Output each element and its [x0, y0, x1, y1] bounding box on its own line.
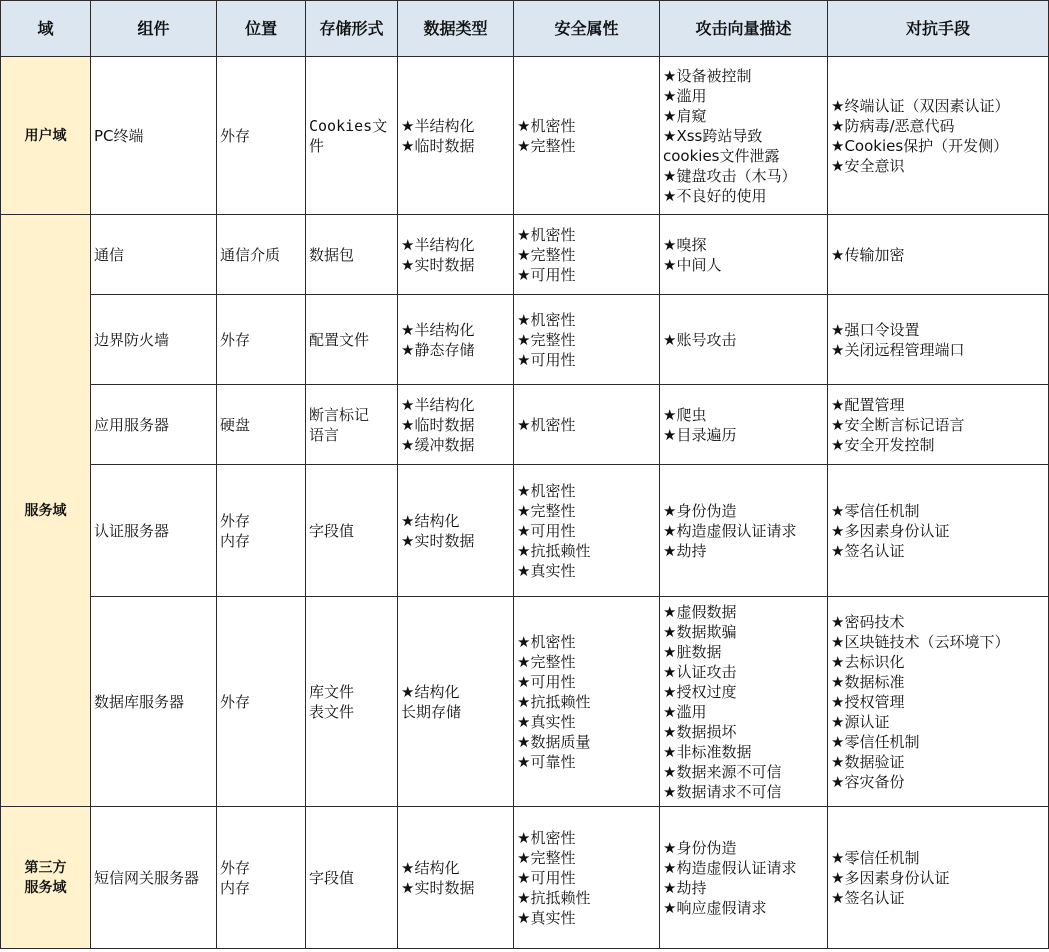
- cell-line: 外存: [220, 330, 251, 349]
- cell-line: ★机密性: [517, 310, 576, 329]
- component-cell: 通信: [91, 215, 217, 295]
- cell-line: ★身份伪造: [663, 838, 737, 857]
- cell-line: ★密码技术: [831, 612, 905, 631]
- data-type-cell: [398, 57, 514, 215]
- location-cell: [217, 385, 306, 465]
- cell-line: ★数据验证: [831, 752, 905, 771]
- cell-line: ★安全开发控制: [831, 435, 935, 454]
- cell-line: 外存: [220, 858, 251, 877]
- cell-line: ★签名认证: [831, 541, 905, 560]
- cell-line: ★结构化: [401, 511, 460, 530]
- cell-line: ★Cookies保护（开发侧）: [831, 136, 1009, 155]
- cell-line: ★抗抵赖性: [517, 888, 591, 907]
- storage-cell: [306, 807, 398, 949]
- attack-cell: [660, 597, 828, 807]
- cell-line: ★实时数据: [401, 255, 475, 274]
- cell-line: ★数据标准: [831, 672, 905, 691]
- cell-line: 内存: [220, 878, 251, 897]
- data-type-cell: [398, 385, 514, 465]
- storage-cell: [306, 597, 398, 807]
- security-cell: [514, 597, 660, 807]
- domain-cell: 用户域: [1, 57, 91, 215]
- cell-line: ★授权管理: [831, 692, 905, 711]
- cell-line: ★配置管理: [831, 395, 905, 414]
- cell-line: ★身份伪造: [663, 501, 737, 520]
- cell-line: ★区块链技术（云环境下）: [831, 632, 1010, 651]
- table-row: [1, 597, 1049, 807]
- cell-line: ★机密性: [517, 116, 576, 135]
- cell-line: ★完整性: [517, 245, 576, 264]
- storage-cell: [306, 385, 398, 465]
- domain-cell: 服务域: [1, 215, 91, 807]
- cell-line: ★响应虚假请求: [663, 898, 767, 917]
- cell-line: ★签名认证: [831, 888, 905, 907]
- cell-line: ★机密性: [517, 225, 576, 244]
- cell-line: ★完整性: [517, 848, 576, 867]
- defense-cell: [828, 465, 1049, 597]
- table-row: [1, 807, 1049, 949]
- cell-line: ★完整性: [517, 136, 576, 155]
- cell-line: ★完整性: [517, 652, 576, 671]
- cell-line: ★可靠性: [517, 752, 576, 771]
- cell-line: ★半结构化: [401, 116, 475, 135]
- cell-line: 表文件: [309, 702, 355, 721]
- cell-line: ★中间人: [663, 255, 722, 274]
- cell-line: ★多因素身份认证: [831, 868, 950, 887]
- cell-line: ★数据损坏: [663, 722, 737, 741]
- cell-line: ★缓冲数据: [401, 435, 475, 454]
- storage-cell: [306, 215, 398, 295]
- location-cell: [217, 215, 306, 295]
- table-row: [1, 215, 1049, 295]
- defense-cell: [828, 57, 1049, 215]
- cell-line: ★真实性: [517, 712, 576, 731]
- cell-line: ★实时数据: [401, 878, 475, 897]
- domain-cell: [1, 807, 91, 949]
- cell-line: 字段值: [309, 521, 355, 540]
- location-cell: [217, 807, 306, 949]
- header-component: 组件: [91, 1, 217, 57]
- cell-line: 内存: [220, 531, 251, 550]
- security-cell: [514, 385, 660, 465]
- location-cell: [217, 465, 306, 597]
- cell-line: 第三方: [24, 859, 67, 876]
- attack-cell: [660, 215, 828, 295]
- cell-line: ★目录遍历: [663, 425, 737, 444]
- cell-line: ★滥用: [663, 702, 707, 721]
- attack-cell: [660, 465, 828, 597]
- cell-line: 语言: [309, 425, 340, 444]
- cell-line: cookies文件泄露: [663, 146, 780, 165]
- cell-line: 通信介质: [220, 245, 281, 264]
- cell-line: ★终端认证（双因素认证）: [831, 96, 1010, 115]
- cell-line: ★半结构化: [401, 395, 475, 414]
- cell-line: ★结构化: [401, 858, 460, 877]
- cell-line: ★非标准数据: [663, 742, 752, 761]
- cell-line: ★强口令设置: [831, 320, 920, 339]
- cell-line: ★半结构化: [401, 320, 475, 339]
- cell-line: ★Xss跨站导致: [663, 126, 763, 145]
- attack-cell: [660, 295, 828, 385]
- storage-cell: [306, 295, 398, 385]
- attack-cell: [660, 385, 828, 465]
- cell-line: ★授权过度: [663, 682, 737, 701]
- header-location: 位置: [217, 1, 306, 57]
- cell-line: ★爬虫: [663, 405, 707, 424]
- cell-line: ★账号攻击: [663, 330, 737, 349]
- cell-line: ★嗅探: [663, 235, 707, 254]
- cell-line: 硬盘: [220, 415, 251, 434]
- security-cell: [514, 57, 660, 215]
- cell-line: ★实时数据: [401, 531, 475, 550]
- cell-line: ★脏数据: [663, 642, 722, 661]
- cell-line: 长期存储: [401, 702, 462, 721]
- header-defense: 对抗手段: [828, 1, 1049, 57]
- cell-line: ★数据请求不可信: [663, 782, 782, 801]
- cell-line: ★构造虚假认证请求: [663, 858, 797, 877]
- cell-line: ★安全断言标记语言: [831, 415, 965, 434]
- cell-line: 外存: [220, 126, 251, 145]
- security-cell: [514, 215, 660, 295]
- cell-line: ★不良好的使用: [663, 186, 767, 205]
- table-row: [1, 385, 1049, 465]
- cell-line: 库文件: [309, 682, 355, 701]
- cell-line: ★关闭远程管理端口: [831, 340, 965, 359]
- cell-line: ★容灾备份: [831, 772, 905, 791]
- cell-line: ★零信任机制: [831, 848, 920, 867]
- cell-line: 外存: [220, 511, 251, 530]
- cell-line: Cookies文件: [309, 116, 388, 155]
- data-type-cell: [398, 465, 514, 597]
- component-cell: 边界防火墙: [91, 295, 217, 385]
- security-cell: [514, 807, 660, 949]
- cell-line: 服务域: [24, 879, 67, 896]
- cell-line: ★抗抵赖性: [517, 692, 591, 711]
- cell-line: ★零信任机制: [831, 501, 920, 520]
- cell-line: ★机密性: [517, 828, 576, 847]
- component-cell: 认证服务器: [91, 465, 217, 597]
- cell-line: ★多因素身份认证: [831, 521, 950, 540]
- cell-line: ★机密性: [517, 415, 576, 434]
- attack-cell: [660, 807, 828, 949]
- data-type-cell: [398, 597, 514, 807]
- cell-line: ★数据欺骗: [663, 622, 737, 641]
- cell-line: ★肩窥: [663, 106, 707, 125]
- cell-line: ★滥用: [663, 86, 707, 105]
- storage-cell: [306, 57, 398, 215]
- defense-cell: [828, 295, 1049, 385]
- cell-line: ★真实性: [517, 908, 576, 927]
- location-cell: [217, 57, 306, 215]
- cell-line: ★临时数据: [401, 136, 475, 155]
- defense-cell: [828, 385, 1049, 465]
- header-storage: 存储形式: [306, 1, 398, 57]
- defense-cell: [828, 597, 1049, 807]
- component-cell: 数据库服务器: [91, 597, 217, 807]
- table-row: [1, 465, 1049, 597]
- cell-line: ★设备被控制: [663, 66, 752, 85]
- cell-line: ★构造虚假认证请求: [663, 521, 797, 540]
- cell-line: ★抗抵赖性: [517, 541, 591, 560]
- cell-line: ★数据质量: [517, 732, 591, 751]
- cell-line: 配置文件: [309, 330, 370, 349]
- cell-line: ★半结构化: [401, 235, 475, 254]
- cell-line: 外存: [220, 692, 251, 711]
- cell-line: 数据包: [309, 245, 355, 264]
- cell-line: ★键盘攻击（木马）: [663, 166, 797, 185]
- header-domain: 域: [1, 1, 91, 57]
- cell-line: ★机密性: [517, 632, 576, 651]
- data-type-cell: [398, 295, 514, 385]
- header-row: [1, 1, 1049, 57]
- cell-line: ★完整性: [517, 330, 576, 349]
- cell-line: ★静态存储: [401, 340, 475, 359]
- cell-line: ★传输加密: [831, 245, 905, 264]
- cell-line: ★认证攻击: [663, 662, 737, 681]
- cell-line: ★可用性: [517, 868, 576, 887]
- cell-line: ★临时数据: [401, 415, 475, 434]
- component-cell: 应用服务器: [91, 385, 217, 465]
- cell-line: ★数据来源不可信: [663, 762, 782, 781]
- defense-cell: [828, 215, 1049, 295]
- cell-line: ★劫持: [663, 878, 707, 897]
- table-row: [1, 295, 1049, 385]
- cell-line: ★可用性: [517, 521, 576, 540]
- cell-line: ★源认证: [831, 712, 890, 731]
- cell-line: ★完整性: [517, 501, 576, 520]
- cell-line: ★安全意识: [831, 156, 905, 175]
- component-cell: 短信网关服务器: [91, 807, 217, 949]
- location-cell: [217, 597, 306, 807]
- cell-line: ★结构化: [401, 682, 460, 701]
- header-attack: 攻击向量描述: [660, 1, 828, 57]
- location-cell: [217, 295, 306, 385]
- cell-line: ★可用性: [517, 672, 576, 691]
- cell-line: 字段值: [309, 868, 355, 887]
- cell-line: ★真实性: [517, 561, 576, 580]
- header-data-type: 数据类型: [398, 1, 514, 57]
- storage-cell: [306, 465, 398, 597]
- cell-line: ★机密性: [517, 481, 576, 500]
- cell-line: ★可用性: [517, 265, 576, 284]
- cell-line: 断言标记: [309, 405, 370, 424]
- cell-line: ★劫持: [663, 541, 707, 560]
- security-cell: [514, 465, 660, 597]
- cell-line: ★去标识化: [831, 652, 905, 671]
- header-security: 安全属性: [514, 1, 660, 57]
- defense-cell: [828, 807, 1049, 949]
- data-type-cell: [398, 807, 514, 949]
- security-cell: [514, 295, 660, 385]
- attack-cell: [660, 57, 828, 215]
- cell-line: ★防病毒/恶意代码: [831, 116, 955, 135]
- cell-line: ★虚假数据: [663, 602, 737, 621]
- data-type-cell: [398, 215, 514, 295]
- cell-line: ★零信任机制: [831, 732, 920, 751]
- cell-line: ★可用性: [517, 350, 576, 369]
- table-row: [1, 57, 1049, 215]
- component-cell: PC终端: [91, 57, 217, 215]
